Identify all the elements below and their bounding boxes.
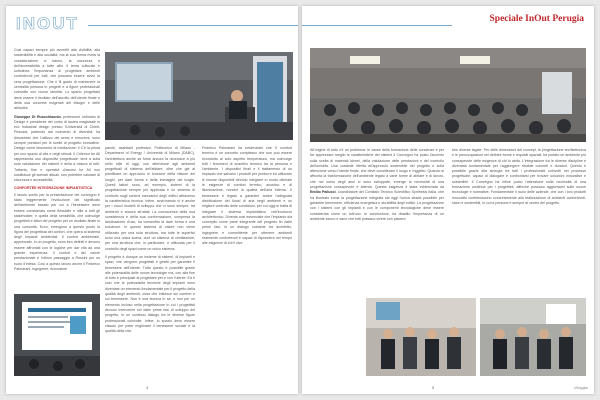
text-column-1 (14, 48, 100, 275)
paragraph: Federico Palmarani ha evidenziato che 'Il comfort termico è un concetto complesso che non può essere ricondotto al solo aspetto temperatura, ma coinvolge tutti i fenomeni di scambio termico tra la persona e l'ambiente. I dispositivi finali e il trattamento di un impianto che salvano i prodotti per produrre ed utilizzare le risorse disponibili devono integrare in modo ottimale le esigenze di comfort termico, acustico e di illuminazione, nonché la qualità dell'aria interna.' Il benessere è legato a garantire anche l'adeguata distribuzione dei flussi di aria negli ambienti e un migliore controllo delle condizioni, per cui oggi si tratta di integrare il sistema impiantistico nell'involucro architettonico. Diventa così essenziale che l'impianto sia concepito come parte integrante del progetto fin dalle prime fasi, in un dialogo costante tra architetto, ingegnere e committente per ottenere ambienti realmente confortevoli e capaci di rispondere nel tempo alle esigenze di chi li vive. (202, 146, 292, 246)
paragraph: Il progetto è dunque un insieme di sistemi, di impianti e spazi, che vengono progettati e gestiti per garantire il benessere dell'utente. Tutto questo è possibile grazie alle potenzialità delle nuove tecnologie ma, con alla fine di tutto è principale al progettare per e con l'utente. Ed è così che le potenzialità tecniche degli impianti sono diventate un elemento fondamentale per il progetto della qualità degli ambienti, cosa che influisce sul comfort e sul benessere. Non è una tecnica in sé, e non per un elemento incluso nella progettazione in cui i progettisti devono intervenire sin dalle prime fasi di sviluppo del progetto, in un continuo dialogo tra le diverse figure professionali coinvolte. Infine, lo spazio deve essere vissuto per poter migliorare il benessere sociale e la qualità della vita. (105, 254, 195, 334)
section-subheading: CONFORTEE INTEGRAZIONE IMPIANTISTICA (14, 186, 93, 191)
text-column-2 (452, 148, 586, 209)
header-rule (88, 25, 298, 26)
paragraph (14, 115, 100, 184)
photo-speaker-at-lectern (105, 52, 293, 140)
inout-logo: INOUT (16, 14, 79, 33)
speaker-name: Emilio Pallucci (310, 190, 336, 195)
photo-presentation-screen (14, 294, 100, 376)
paragraph: Il tavolo scelto per la presentazione del convegno è stato leggermente l'evoluzione del significato dell'ambiente basato per cui a l'benessere deve essere considerato come flessibile e utile a tutti gli stakeholder, e quella della sensibilità, che coinvolge progettisti e attori del progetto per un risultato finale in una comunità. Ecco, emergono a questo punto la figura del progettista del confort, che opera al sistema degli impianti ambientali. Il confort ambientale, apprezzato, in un progetto, sono ben definiti e devono essere affrontati con le logiche per dar vita ad una grande esperienza. Il confort e del valore prestazionale è l'ultimo passaggio a Rossini per un ruolo d'intesa. Così a questo lavoro anche il Federico Palmarani, ingegnere, ricercatore (14, 192, 100, 271)
paragraph (310, 148, 444, 222)
paragraph: ben diverse legate. Per delle dimensioni del concept, la progettazione architettonica e le preoccupazioni nel definire forme e requisiti spaziali, ha portato un ambiente più consapevole delle esigenze di chi lo abita. L'integrazione tra le diverse discipline è diventata fondamentale per raggiungere risultati concreti e duraturi. Questo è possibile grazie alla sinergia tra tutti i professionisti coinvolti nel processo progettuale, capaci di dialogare e confrontarsi per trovare soluzioni innovative e sostenibili. Il Convegno ha infine posto l'attenzione sulla necessità di una formazione continua per i progettisti, affinché possano aggiornarsi sulle nuove tecnologie e normative. Fondamentale il ruolo delle aziende, che con i loro prodotti innovativi contribuiscono concretamente alla realizzazione di ambienti confortevoli, sicuri e sostenibili, in cui la persona è sempre al centro del progetto. (452, 148, 586, 205)
page-number: 4 (146, 385, 149, 390)
photo-panel-group (480, 298, 586, 376)
text-column-2 (105, 146, 195, 337)
section-title: Speciale InOut Perugia (489, 14, 584, 24)
paragraph-text: , coordinatore del Comitato Tecnico Scientifico Synthesis Italia, che ha illustrato come la progettazione integrata sia oggi l'unica strada possibile per garantire benessere, efficienza energetica e durabilità degli edifici. La progettazione con i sistemi con gli impianti e con le componenti tecnologiche deve essere considerata come un tutt'uno. In conclusione, ha ribadito l'importanza di un ambiente sicuro e sano che tutti possano vivere con piacere. (310, 190, 444, 221)
paragraph-text: All'origine di tutto c'è un problema: le cause della formazione delle condense e per far apprezzare meglio le caratteristiche dei sistemi il Convegno ha posto l'accento sulla scelta di materiali idonei, della valutazione delle prestazioni e del controllo dell'umidità. Una costante riferita all'approccio sostenibile del progetto e sulla attenzione verso l'utente finale, che deve considerare il luogo e l'oggetto. Quando si affronta la trasformazione dell'ambiente legato a varie forme di abitare e di lavoro, che nel corso degli anni si sono sviluppate, emerge la necessità di una progettazione consapevole e attenta. Questa esigenza è stata evidenziata da (310, 148, 444, 190)
right-page (302, 6, 594, 394)
paragraph-text: , professore ordinario di Design e presidente del corso di laurea magistrale in ecc Industrial design presso l'Università di Chieti-Pescara, partendo dal momento di diversità, ha dimostrato che l'utilizzo dei sensi e emozioni, sono sempre portatori per le scelte di progetto innovative. Design come strumento di mediazione: il C'è la prima per uno spazio di vita e negli stimoli. Il Criterion for All rappresenta uno dispositivi progettuale: temi a sulla sola valutazione dei sistemi e della a misura di tutti. Tuttavia, fine e operativi d'ascesi for All non sostituisce gli scenari attuali, non potrebbe valutare di sicurezza e accessibilità. (14, 114, 100, 183)
photo-conference-audience (310, 48, 586, 142)
paragraph: parole, assistant professor, Politecnico di Milano - Department of Energy / Università di Milano (DABC), l'architettura anche se forse ancora la riconosce a più nello stile di oggi, con attenzione agli ambienti progettuali di sistema dell'abitare, oltre che già al pianificare un approccio in funzione della visione dei luoghi, per dare forma e della immagine dei luoghi. Questi fattori sono, ad esempio, sistemi di la progettazione sempre più applicata e un sistema di controllo sugli schemi meccanici degli edifici attraverso la caratteristica tecnica. Infine, avvicinando vi è anche per i nuovi modelli di sviluppo che vi sono sempre, tra ambienti e ancora sfruttati. La conoscenza della sua consistenza e della sua conformazione, compresa la destinazione d'uso, ha consentito di dare forma e una soluzione. In questo sistema di valore non viene utilizzato per una sola struttura, ma tutte le superfici sono una unica scena, cioè un sistema di ventilazione, per una struttura che, in particolare, è utilizzata per il controllo degli spazi come un unico sistema. (105, 146, 195, 251)
header-rule (302, 25, 452, 26)
speaker-name: Giuseppe Di Ruocchiaonio (14, 114, 61, 119)
left-page (6, 6, 298, 394)
paragraph: Cosi capaci sempre più avvertiti alla vivibilità, alla sostenibilità e alla socialità; ma la sua forma rivela la considerazione ci hanno, la sicurezza e dell'accessibilità a tutte altri. Il tema culturale e sottolinea l'importanza di progettare ambienti confortevoli per tutti, che possano essere avvio la vera progettazione. Che il fil grado di mantenere la centralità persona in progetti e a figure professionali coinvolte con nuove identità. Lo spazio progettato deve essere il risultato dell'ascolto dell'utente finale e della sua concreta esigenza dei bisogni e delle abitudini. (14, 48, 100, 111)
text-column-3 (202, 146, 292, 250)
page-number: 5 (432, 385, 435, 390)
text-column-1 (310, 148, 444, 225)
photo-speakers-group (366, 298, 476, 376)
magazine-name: INoggio (574, 385, 588, 390)
